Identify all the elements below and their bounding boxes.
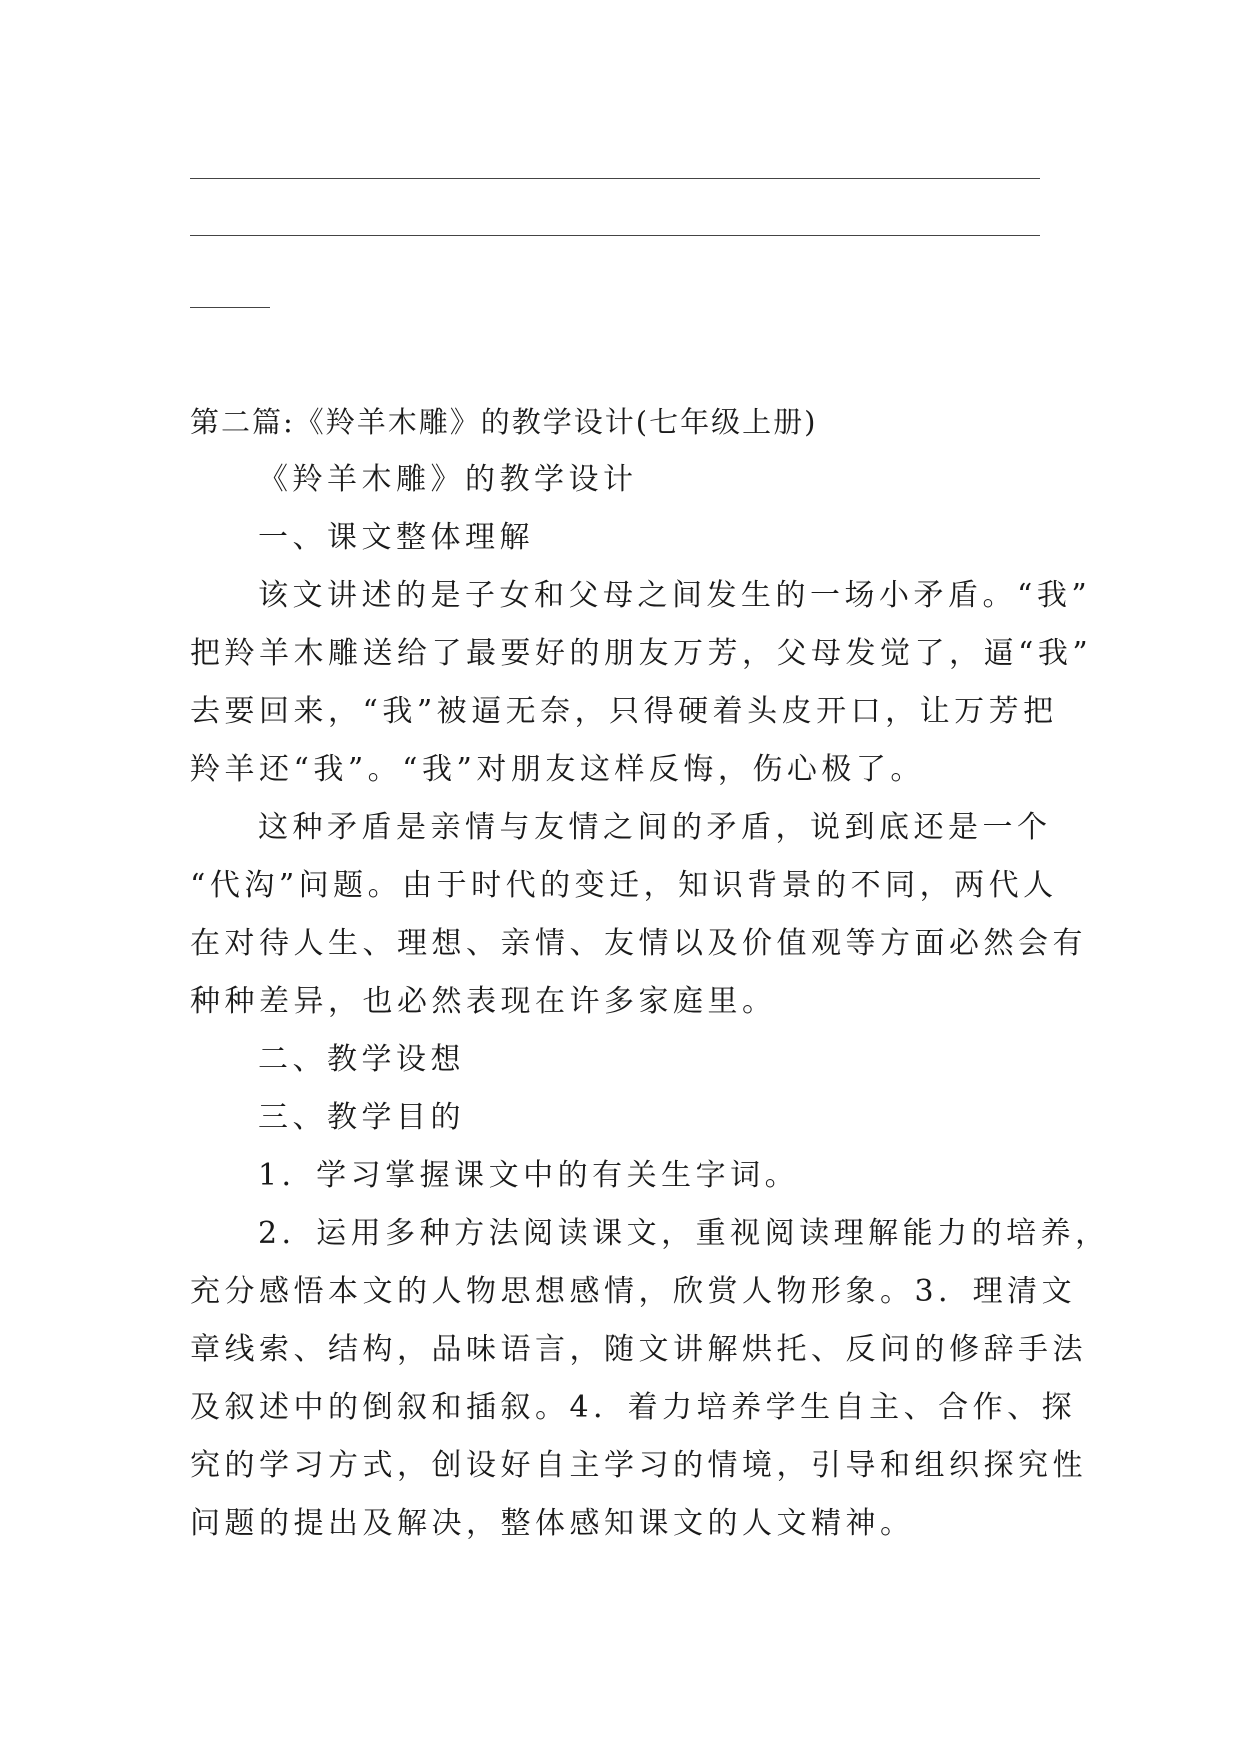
paragraph-line: 把羚羊木雕送给了最要好的朋友万芳，父母发觉了，逼“我” [190, 636, 1093, 671]
paragraph-line: 种种差异，也必然表现在许多家庭里。 [190, 984, 777, 1019]
paragraph-line: 羚羊还“我”。“我”对朋友这样反悔，伤心极了。 [190, 752, 925, 787]
paragraph-line: 这种矛盾是亲情与友情之间的矛盾，说到底还是一个 [258, 810, 1052, 845]
paragraph-line: 该文讲述的是子女和父母之间发生的一场小矛盾。“我” [258, 578, 1092, 613]
paragraph-3 [190, 1205, 1110, 1553]
section-heading-3: 三、教学目的 [258, 1100, 465, 1135]
blank-rule-3 [190, 307, 270, 308]
paragraph-line: 2．运用多种方法阅读课文，重视阅读理解能力的培养， [258, 1216, 1110, 1251]
paragraph-line: 究的学习方式，创设好自主学习的情境，引导和组织探究性 [190, 1448, 1087, 1483]
objective-item-1: 1．学习掌握课文中的有关生字词。 [258, 1158, 800, 1193]
section-heading-1: 一、课文整体理解 [258, 520, 534, 555]
paragraph-line: 问题的提出及解决，整体感知课文的人文精神。 [190, 1506, 915, 1541]
document-title: 第二篇:《羚羊木雕》的教学设计(七年级上册) [190, 405, 818, 439]
paragraph-1 [190, 567, 1093, 799]
paragraph-line: 在对待人生、理想、亲情、友情以及价值观等方面必然会有 [190, 926, 1087, 961]
paragraph-line: “代沟”问题。由于时代的变迁，知识背景的不同，两代人 [190, 868, 1058, 903]
paragraph-line: 及叙述中的倒叙和插叙。4．着力培养学生自主、合作、探 [190, 1390, 1077, 1425]
section-heading-2: 二、教学设想 [258, 1042, 465, 1077]
blank-rule-2 [190, 235, 1040, 236]
paragraph-line: 章线索、结构，品味语言，随文讲解烘托、反问的修辞手法 [190, 1332, 1087, 1367]
paragraph-line: 充分感悟本文的人物思想感情，欣赏人物形象。3．理清文 [190, 1274, 1077, 1309]
blank-rule-1 [190, 178, 1040, 179]
document-body [190, 393, 1110, 1553]
paragraph-line: 去要回来，“我”被逼无奈，只得硬着头皮开口，让万芳把 [190, 694, 1058, 729]
document-subtitle: 《羚羊木雕》的教学设计 [258, 462, 638, 497]
paragraph-2 [190, 799, 1087, 1031]
